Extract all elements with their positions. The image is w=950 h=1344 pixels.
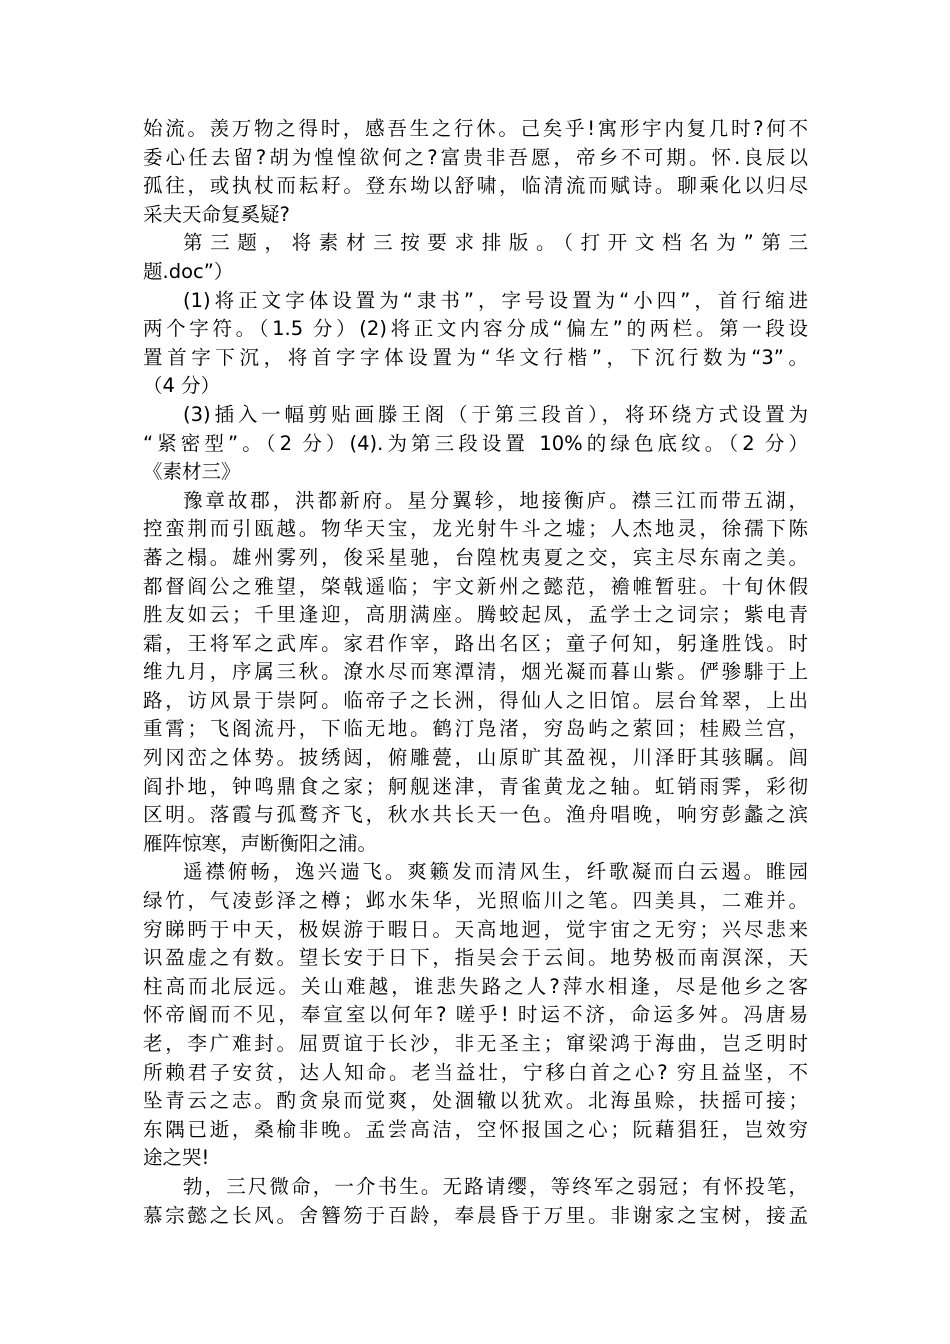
text-line: 都督阎公之雅望，棨戟遥临；宇文新州之懿范，襜帷暂驻。十旬休假 — [143, 574, 808, 598]
text-line: 识盈虚之有数。望长安于日下，指吴会于云间。地势极而南溟深，天 — [143, 946, 808, 970]
text-line: 蕃之榻。雄州雾列，俊采星驰，台隍枕夷夏之交，宾主尽东南之美。 — [143, 545, 808, 569]
text-line: “紧密型”。（2 分）(4).为第三段设置 10%的绿色底纹。（2 分） — [143, 431, 808, 455]
text-line: 委心任去留?胡为惶惶欲何之?富贵非吾愿，帝乡不可期。怀.良辰以 — [143, 145, 808, 169]
text-line: 勃，三尺微命，一介书生。无路请缨，等终军之弱冠；有怀投笔， — [183, 1174, 808, 1198]
text-line: 东隅已逝，桑榆非晚。孟尝高洁，空怀报国之心；阮藉猖狂，岂效穷 — [143, 1117, 808, 1141]
text-line: 穷睇眄于中天，极娱游于暇日。天高地迥，觉宇宙之无穷；兴尽悲来 — [143, 917, 808, 941]
text-line: 第三题，将素材三按要求排版。（打开文档名为”第三 — [183, 231, 808, 255]
text-line: 豫章故郡，洪都新府。星分翼轸，地接衡庐。襟三江而带五湖， — [183, 488, 808, 512]
text-line: 柱高而北辰远。关山难越，谁悲失路之人?萍水相逢，尽是他乡之客 — [143, 974, 808, 998]
text-line: 始流。羡万物之得时，感吾生之行休。己矣乎!寓形宇内复几时?何不 — [143, 117, 808, 140]
text-line: 胜友如云；千里逢迎，高朋满座。腾蛟起凤，孟学士之词宗；紫电青 — [143, 603, 808, 627]
text-line: 慕宗懿之长风。舍簪笏于百龄，奉晨昏于万里。非谢家之宝树，接孟 — [143, 1203, 808, 1227]
document-page — [143, 115, 808, 1230]
text-line: 阎扑地，钟鸣鼎食之家；舸舰迷津，青雀黄龙之轴。虹销雨霁，彩彻 — [143, 774, 808, 798]
text-line: 路，访风景于崇阿。临帝子之长洲，得仙人之旧馆。层台耸翠，上出 — [143, 688, 808, 712]
text-line: 《素材三》 — [143, 460, 241, 484]
text-line: 题.doc”） — [143, 259, 234, 283]
text-line: 霜，王将军之武库。家君作宰，路出名区；童子何知，躬逢胜饯。时 — [143, 631, 808, 655]
text-line: 遥襟俯畅，逸兴遄飞。爽籁发而清风生，纤歌凝而白云遏。睢园 — [183, 860, 808, 884]
text-line: 置首字下沉，将首字字体设置为“华文行楷”，下沉行数为“3”。 — [143, 345, 808, 369]
text-line: 雁阵惊寒，声断衡阳之浦。 — [143, 831, 378, 855]
text-line: 维九月，序属三秋。潦水尽而寒潭清，烟光凝而暮山紫。俨骖騑于上 — [143, 660, 808, 684]
text-line: 坠青云之志。酌贪泉而觉爽，处涸辙以犹欢。北海虽赊，扶摇可接； — [143, 1089, 808, 1113]
text-line: 老，李广难封。屈贾谊于长沙，非无圣主；窜梁鸿于海曲，岂乏明时 — [143, 1032, 808, 1055]
text-line: (3)插入一幅剪贴画滕王阁（于第三段首），将环绕方式设置为 — [183, 402, 808, 426]
text-line: 两个字符。（1.5 分）(2)将正文内容分成“偏左”的两栏。第一段设 — [143, 317, 808, 341]
text-line: 所赖君子安贫，达人知命。老当益壮，宁移白首之心? 穷且益坚，不 — [143, 1060, 808, 1084]
text-line: 控蛮荆而引瓯越。物华天宝，龙光射牛斗之墟；人杰地灵，徐孺下陈 — [143, 517, 808, 541]
text-line: 采夫天命复奚疑? — [143, 202, 290, 226]
text-line: 绿竹，气凌彭泽之樽；邺水朱华，光照临川之笔。四美具，二难并。 — [143, 889, 808, 913]
text-line: （4 分） — [143, 374, 221, 398]
text-line: 列冈峦之体势。披绣闼，俯雕甍，山原旷其盈视，川泽盱其骇瞩。闾 — [143, 746, 808, 770]
text-line: (1)将正文字体设置为“隶书”，字号设置为“小四”，首行缩进 — [183, 288, 808, 312]
text-line: 孤往，或执杖而耘耔。登东坳以舒啸，临清流而赋诗。聊乘化以归尽 — [143, 174, 808, 198]
text-line: 怀帝阍而不见，奉宣室以何年? 嗟乎! 时运不济，命运多舛。冯唐易 — [143, 1003, 808, 1027]
text-line: 重霄；飞阁流丹，下临无地。鹤汀凫渚，穷岛屿之萦回；桂殿兰宫， — [143, 717, 808, 741]
text-line: 区明。落霞与孤鹜齐飞，秋水共长天一色。渔舟唱晚，响穷彭蠡之滨 — [143, 803, 808, 827]
text-line: 途之哭! — [143, 1146, 210, 1170]
